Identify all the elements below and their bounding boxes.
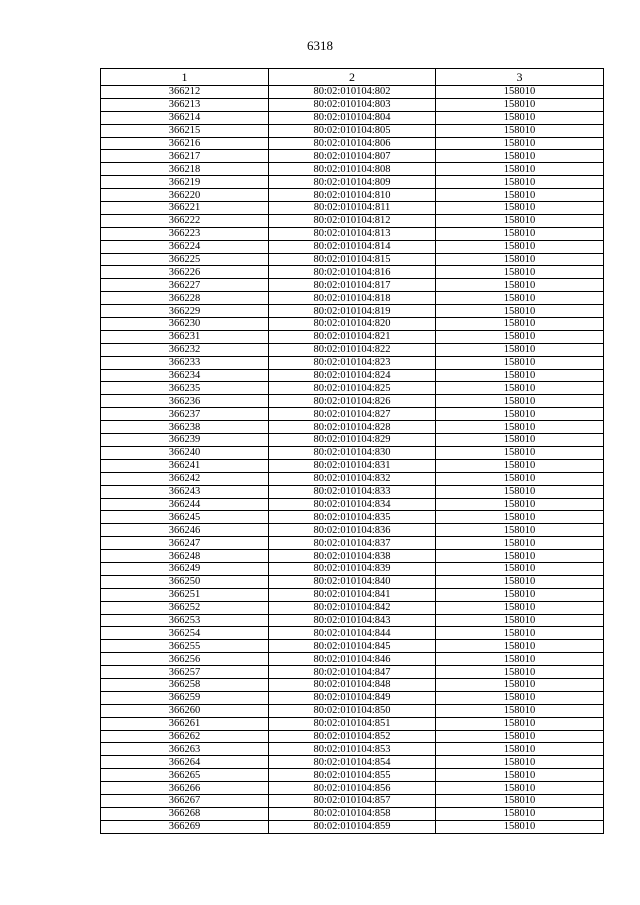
table-cell-col1: 366241 [101,459,269,472]
table-cell-col1: 366233 [101,356,269,369]
table-cell-col2: 80:02:010104:857 [269,794,436,807]
table-row [101,820,604,833]
table-row [101,524,604,537]
table-row [101,318,604,331]
table-cell-col3: 158010 [436,343,604,356]
table-cell-col2: 80:02:010104:821 [269,330,436,343]
table-row [101,446,604,459]
table-row [101,640,604,653]
table-cell-col2: 80:02:010104:851 [269,717,436,730]
table-cell-col3: 158010 [436,434,604,447]
table-cell-col2: 80:02:010104:844 [269,627,436,640]
table-row [101,704,604,717]
table-row [101,717,604,730]
table-cell-col1: 366242 [101,472,269,485]
table-cell-col3: 158010 [436,653,604,666]
table-cell-col3: 158010 [436,678,604,691]
table-cell-col3: 158010 [436,214,604,227]
table-cell-col1: 366269 [101,820,269,833]
column-header-3: 3 [436,69,604,86]
table-cell-col1: 366258 [101,678,269,691]
table-cell-col2: 80:02:010104:820 [269,318,436,331]
table-cell-col3: 158010 [436,421,604,434]
table-cell-col3: 158010 [436,382,604,395]
table-cell-col3: 158010 [436,253,604,266]
table-cell-col3: 158010 [436,189,604,202]
table-cell-col2: 80:02:010104:837 [269,537,436,550]
table-row [101,124,604,137]
table-cell-col2: 80:02:010104:834 [269,498,436,511]
table-cell-col2: 80:02:010104:812 [269,214,436,227]
table-row [101,98,604,111]
table-cell-col2: 80:02:010104:815 [269,253,436,266]
table-cell-col3: 158010 [436,330,604,343]
table-row [101,691,604,704]
table-row [101,292,604,305]
table-cell-col2: 80:02:010104:840 [269,575,436,588]
table-row [101,382,604,395]
table-cell-col2: 80:02:010104:804 [269,111,436,124]
table-cell-col3: 158010 [436,730,604,743]
table-cell-col2: 80:02:010104:814 [269,240,436,253]
table-cell-col2: 80:02:010104:830 [269,446,436,459]
column-header-1: 1 [101,69,269,86]
table-cell-col1: 366254 [101,627,269,640]
table-row [101,227,604,240]
table-cell-col1: 366219 [101,176,269,189]
table-cell-col3: 158010 [436,562,604,575]
table-cell-col2: 80:02:010104:809 [269,176,436,189]
table-cell-col3: 158010 [436,266,604,279]
table-row [101,782,604,795]
table-row [101,343,604,356]
table-cell-col2: 80:02:010104:829 [269,434,436,447]
table-row [101,150,604,163]
table-cell-col3: 158010 [436,756,604,769]
table-cell-col1: 366224 [101,240,269,253]
table-row [101,601,604,614]
table-cell-col1: 366256 [101,653,269,666]
table-row [101,202,604,215]
table-cell-col2: 80:02:010104:813 [269,227,436,240]
table-row [101,550,604,563]
table-row [101,408,604,421]
table-row [101,769,604,782]
table-cell-col3: 158010 [436,782,604,795]
table-cell-col2: 80:02:010104:819 [269,305,436,318]
table-cell-col1: 366237 [101,408,269,421]
table-cell-col2: 80:02:010104:855 [269,769,436,782]
table-cell-col1: 366262 [101,730,269,743]
table-cell-col2: 80:02:010104:828 [269,421,436,434]
table-row [101,369,604,382]
table-cell-col1: 366260 [101,704,269,717]
table-cell-col3: 158010 [436,395,604,408]
table-row [101,189,604,202]
table-cell-col3: 158010 [436,472,604,485]
table-cell-col2: 80:02:010104:848 [269,678,436,691]
table-cell-col1: 366225 [101,253,269,266]
table-cell-col3: 158010 [436,666,604,679]
table-cell-col2: 80:02:010104:856 [269,782,436,795]
table-cell-col3: 158010 [436,511,604,524]
table-cell-col3: 158010 [436,537,604,550]
table-cell-col1: 366239 [101,434,269,447]
table-row [101,743,604,756]
table-row [101,330,604,343]
table-row [101,111,604,124]
table-cell-col1: 366244 [101,498,269,511]
table-cell-col2: 80:02:010104:826 [269,395,436,408]
table-cell-col1: 366248 [101,550,269,563]
table-row [101,459,604,472]
table-cell-col3: 158010 [436,614,604,627]
table-cell-col2: 80:02:010104:842 [269,601,436,614]
page-number: 6318 [307,38,333,53]
table-cell-col3: 158010 [436,305,604,318]
table-cell-col3: 158010 [436,820,604,833]
table-cell-col3: 158010 [436,446,604,459]
table-cell-col1: 366263 [101,743,269,756]
table-cell-col2: 80:02:010104:847 [269,666,436,679]
table-cell-col2: 80:02:010104:825 [269,382,436,395]
table-cell-col3: 158010 [436,769,604,782]
table-row [101,163,604,176]
table-cell-col3: 158010 [436,137,604,150]
table-cell-col1: 366234 [101,369,269,382]
table-row [101,756,604,769]
table-cell-col1: 366249 [101,562,269,575]
table-cell-col3: 158010 [436,794,604,807]
table-cell-col2: 80:02:010104:845 [269,640,436,653]
table-cell-col1: 366221 [101,202,269,215]
table-cell-col2: 80:02:010104:850 [269,704,436,717]
table-row [101,240,604,253]
table-row [101,472,604,485]
table-cell-col1: 366251 [101,588,269,601]
table-cell-col1: 366246 [101,524,269,537]
table-cell-col2: 80:02:010104:853 [269,743,436,756]
registry-table [100,68,604,834]
table-cell-col1: 366229 [101,305,269,318]
table-cell-col2: 80:02:010104:854 [269,756,436,769]
table-cell-col1: 366257 [101,666,269,679]
table-cell-col3: 158010 [436,575,604,588]
table-cell-col2: 80:02:010104:807 [269,150,436,163]
table-cell-col1: 366215 [101,124,269,137]
table-cell-col3: 158010 [436,240,604,253]
table-cell-col3: 158010 [436,369,604,382]
table-cell-col3: 158010 [436,150,604,163]
table-row [101,434,604,447]
column-header-2: 2 [269,69,436,86]
table-cell-col2: 80:02:010104:805 [269,124,436,137]
table-cell-col1: 366240 [101,446,269,459]
table-row [101,511,604,524]
table-cell-col1: 366259 [101,691,269,704]
table-cell-col3: 158010 [436,498,604,511]
table-cell-col3: 158010 [436,691,604,704]
table-row [101,653,604,666]
table-row [101,137,604,150]
table-cell-col1: 366247 [101,537,269,550]
table-row [101,279,604,292]
table-cell-col2: 80:02:010104:822 [269,343,436,356]
table-cell-col3: 158010 [436,279,604,292]
table-cell-col1: 366232 [101,343,269,356]
table-row [101,253,604,266]
table-cell-col2: 80:02:010104:817 [269,279,436,292]
table-cell-col3: 158010 [436,807,604,820]
table-row [101,794,604,807]
table-cell-col2: 80:02:010104:824 [269,369,436,382]
table-cell-col1: 366243 [101,485,269,498]
table-cell-col1: 366264 [101,756,269,769]
table-cell-col1: 366213 [101,98,269,111]
table-cell-col3: 158010 [436,318,604,331]
table-cell-col1: 366223 [101,227,269,240]
table-row [101,498,604,511]
table-cell-col3: 158010 [436,459,604,472]
table-cell-col1: 366230 [101,318,269,331]
table-cell-col2: 80:02:010104:846 [269,653,436,666]
table-cell-col1: 366227 [101,279,269,292]
table-cell-col3: 158010 [436,124,604,137]
table-row [101,627,604,640]
table-cell-col2: 80:02:010104:818 [269,292,436,305]
table-cell-col1: 366228 [101,292,269,305]
table-body [101,86,604,834]
table-cell-col3: 158010 [436,524,604,537]
table-cell-col2: 80:02:010104:833 [269,485,436,498]
table-row [101,678,604,691]
table-row [101,807,604,820]
table-row [101,485,604,498]
table-cell-col1: 366252 [101,601,269,614]
table-cell-col3: 158010 [436,356,604,369]
table-cell-col2: 80:02:010104:839 [269,562,436,575]
table-cell-col2: 80:02:010104:843 [269,614,436,627]
table-cell-col1: 366212 [101,86,269,99]
table-cell-col1: 366238 [101,421,269,434]
table-cell-col2: 80:02:010104:858 [269,807,436,820]
table-row [101,421,604,434]
table-cell-col2: 80:02:010104:803 [269,98,436,111]
table-row [101,214,604,227]
table-cell-col1: 366217 [101,150,269,163]
table-cell-col3: 158010 [436,627,604,640]
table-cell-col2: 80:02:010104:838 [269,550,436,563]
table-cell-col2: 80:02:010104:835 [269,511,436,524]
table-cell-col3: 158010 [436,227,604,240]
table-cell-col2: 80:02:010104:811 [269,202,436,215]
table-row [101,176,604,189]
header-row [101,69,604,86]
table-cell-col1: 366231 [101,330,269,343]
table-cell-col1: 366268 [101,807,269,820]
table-cell-col3: 158010 [436,743,604,756]
table-cell-col2: 80:02:010104:859 [269,820,436,833]
table-cell-col3: 158010 [436,485,604,498]
table-cell-col1: 366236 [101,395,269,408]
table-cell-col3: 158010 [436,111,604,124]
table-row [101,588,604,601]
table-cell-col1: 366261 [101,717,269,730]
table-cell-col2: 80:02:010104:832 [269,472,436,485]
table-cell-col3: 158010 [436,717,604,730]
table-row [101,266,604,279]
table-row [101,614,604,627]
table-cell-col2: 80:02:010104:816 [269,266,436,279]
table-cell-col1: 366265 [101,769,269,782]
table-cell-col3: 158010 [436,640,604,653]
table-cell-col3: 158010 [436,176,604,189]
table-cell-col1: 366214 [101,111,269,124]
table-cell-col2: 80:02:010104:827 [269,408,436,421]
table-cell-col2: 80:02:010104:810 [269,189,436,202]
table-cell-col2: 80:02:010104:831 [269,459,436,472]
table-cell-col3: 158010 [436,704,604,717]
table-row [101,666,604,679]
table-cell-col3: 158010 [436,98,604,111]
table-cell-col3: 158010 [436,588,604,601]
table-cell-col2: 80:02:010104:823 [269,356,436,369]
table-cell-col3: 158010 [436,202,604,215]
table-cell-col3: 158010 [436,550,604,563]
table-cell-col3: 158010 [436,163,604,176]
table-cell-col3: 158010 [436,601,604,614]
table-cell-col1: 366216 [101,137,269,150]
table-cell-col1: 366226 [101,266,269,279]
table-cell-col1: 366255 [101,640,269,653]
table-row [101,395,604,408]
table-cell-col2: 80:02:010104:808 [269,163,436,176]
table-cell-col3: 158010 [436,408,604,421]
table-cell-col1: 366218 [101,163,269,176]
table-cell-col1: 366250 [101,575,269,588]
table-cell-col1: 366220 [101,189,269,202]
table-cell-col3: 158010 [436,292,604,305]
table-cell-col2: 80:02:010104:852 [269,730,436,743]
table-cell-col2: 80:02:010104:849 [269,691,436,704]
table-cell-col2: 80:02:010104:802 [269,86,436,99]
table-cell-col2: 80:02:010104:806 [269,137,436,150]
table-row [101,562,604,575]
table-cell-col2: 80:02:010104:841 [269,588,436,601]
table-row [101,537,604,550]
table-row [101,730,604,743]
table-cell-col1: 366245 [101,511,269,524]
table-row [101,305,604,318]
table-cell-col1: 366222 [101,214,269,227]
table-row [101,356,604,369]
table-cell-col1: 366266 [101,782,269,795]
table-cell-col1: 366235 [101,382,269,395]
table-row [101,86,604,99]
table-cell-col1: 366253 [101,614,269,627]
table-cell-col2: 80:02:010104:836 [269,524,436,537]
table-cell-col1: 366267 [101,794,269,807]
table-cell-col3: 158010 [436,86,604,99]
table-row [101,575,604,588]
